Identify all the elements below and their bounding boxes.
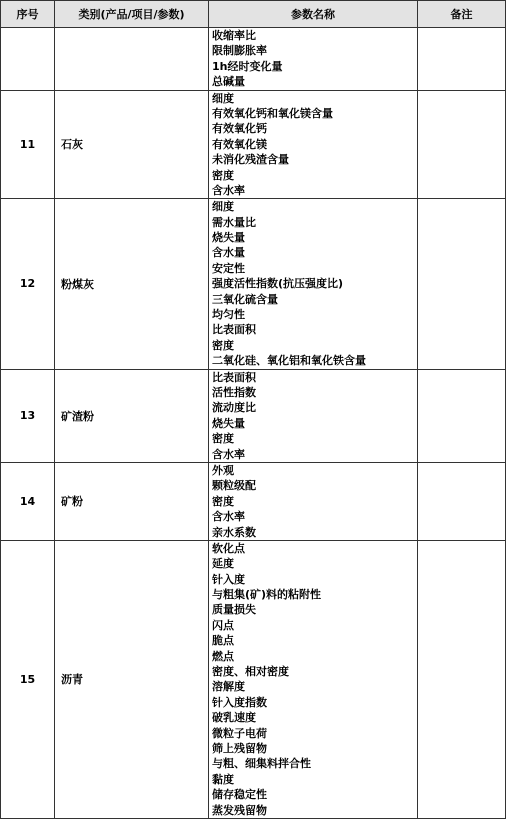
param-name: 未消化残渣含量 [212, 153, 289, 167]
param-name: 二氧化硅、氧化铝和氧化铁含量 [212, 354, 366, 368]
row-number: 13 [1, 369, 55, 462]
param-name: 软化点 [212, 541, 245, 555]
row-remark [418, 540, 506, 818]
param-name: 延度 [212, 557, 234, 571]
row-params [209, 90, 418, 199]
table-row [1, 90, 506, 199]
param-name: 溶解度 [212, 680, 245, 694]
param-name: 需水量比 [212, 215, 256, 229]
param-name: 活性指数 [212, 385, 256, 399]
row-category: 矿渣粉 [55, 369, 209, 462]
row-number: 11 [1, 90, 55, 199]
param-name: 燃点 [212, 649, 234, 663]
param-name: 密度、相对密度 [212, 665, 289, 679]
param-name: 筛上残留物 [212, 741, 267, 755]
row-params [209, 540, 418, 818]
param-name: 限制膨胀率 [212, 44, 267, 58]
row-params [209, 199, 418, 369]
param-name: 针入度 [212, 572, 245, 586]
param-name: 密度 [212, 168, 234, 182]
param-name: 亲水系数 [212, 525, 256, 539]
param-name: 比表面积 [212, 370, 256, 384]
param-name: 有效氧化钙和氧化镁含量 [212, 106, 333, 120]
param-name: 三氧化硫含量 [212, 292, 278, 306]
param-name: 外观 [212, 463, 234, 477]
header-remark: 备注 [418, 1, 506, 28]
param-name: 烧失量 [212, 231, 245, 245]
param-name: 1h经时变化量 [212, 59, 283, 73]
param-name: 蒸发残留物 [212, 803, 267, 817]
row-number: 15 [1, 540, 55, 818]
row-remark [418, 90, 506, 199]
param-name: 破乳速度 [212, 711, 256, 725]
row-params [209, 369, 418, 462]
param-name: 比表面积 [212, 323, 256, 337]
row-params [209, 28, 418, 91]
row-params [209, 462, 418, 540]
row-category: 沥青 [55, 540, 209, 818]
table-row [1, 462, 506, 540]
row-remark [418, 199, 506, 369]
header-param-name: 参数名称 [209, 1, 418, 28]
param-name: 黏度 [212, 772, 234, 786]
param-name: 密度 [212, 338, 234, 352]
row-category: 矿粉 [55, 462, 209, 540]
param-name: 安定性 [212, 261, 245, 275]
param-name: 密度 [212, 432, 234, 446]
header-row [1, 1, 506, 28]
param-name: 收缩率比 [212, 29, 256, 42]
param-name: 细度 [212, 91, 234, 105]
row-number [1, 28, 55, 91]
param-name: 与粗集(矿)料的粘附性 [212, 588, 322, 602]
param-name: 含水量 [212, 246, 245, 260]
table-row [1, 199, 506, 369]
row-remark [418, 369, 506, 462]
param-name: 密度 [212, 494, 234, 508]
param-name: 颗粒级配 [212, 479, 256, 493]
header-category: 类别(产品/项目/参数) [55, 1, 209, 28]
param-name: 强度活性指数(抗压强度比) [212, 277, 344, 291]
table-row [1, 540, 506, 818]
param-name: 有效氧化镁 [212, 137, 267, 151]
param-name: 脆点 [212, 634, 234, 648]
param-name: 含水率 [212, 183, 245, 197]
param-name: 微粒子电荷 [212, 726, 267, 740]
header-no: 序号 [1, 1, 55, 28]
param-name: 针入度指数 [212, 695, 267, 709]
row-number: 14 [1, 462, 55, 540]
param-name: 含水率 [212, 447, 245, 461]
row-remark [418, 462, 506, 540]
param-name: 细度 [212, 200, 234, 214]
param-name: 与粗、细集料拌合性 [212, 757, 311, 771]
row-category: 粉煤灰 [55, 199, 209, 369]
table-row [1, 28, 506, 91]
param-name: 烧失量 [212, 416, 245, 430]
param-name: 均匀性 [212, 308, 245, 322]
row-category [55, 28, 209, 91]
param-name: 流动度比 [212, 401, 256, 415]
param-name: 储存稳定性 [212, 788, 267, 802]
row-number: 12 [1, 199, 55, 369]
param-name: 有效氧化钙 [212, 122, 267, 136]
table-body [1, 28, 506, 819]
param-name: 闪点 [212, 618, 234, 632]
row-remark [418, 28, 506, 91]
param-name: 质量损失 [212, 603, 256, 617]
table-row [1, 369, 506, 462]
param-name: 总碱量 [212, 75, 245, 89]
row-category: 石灰 [55, 90, 209, 199]
param-name: 含水率 [212, 510, 245, 524]
